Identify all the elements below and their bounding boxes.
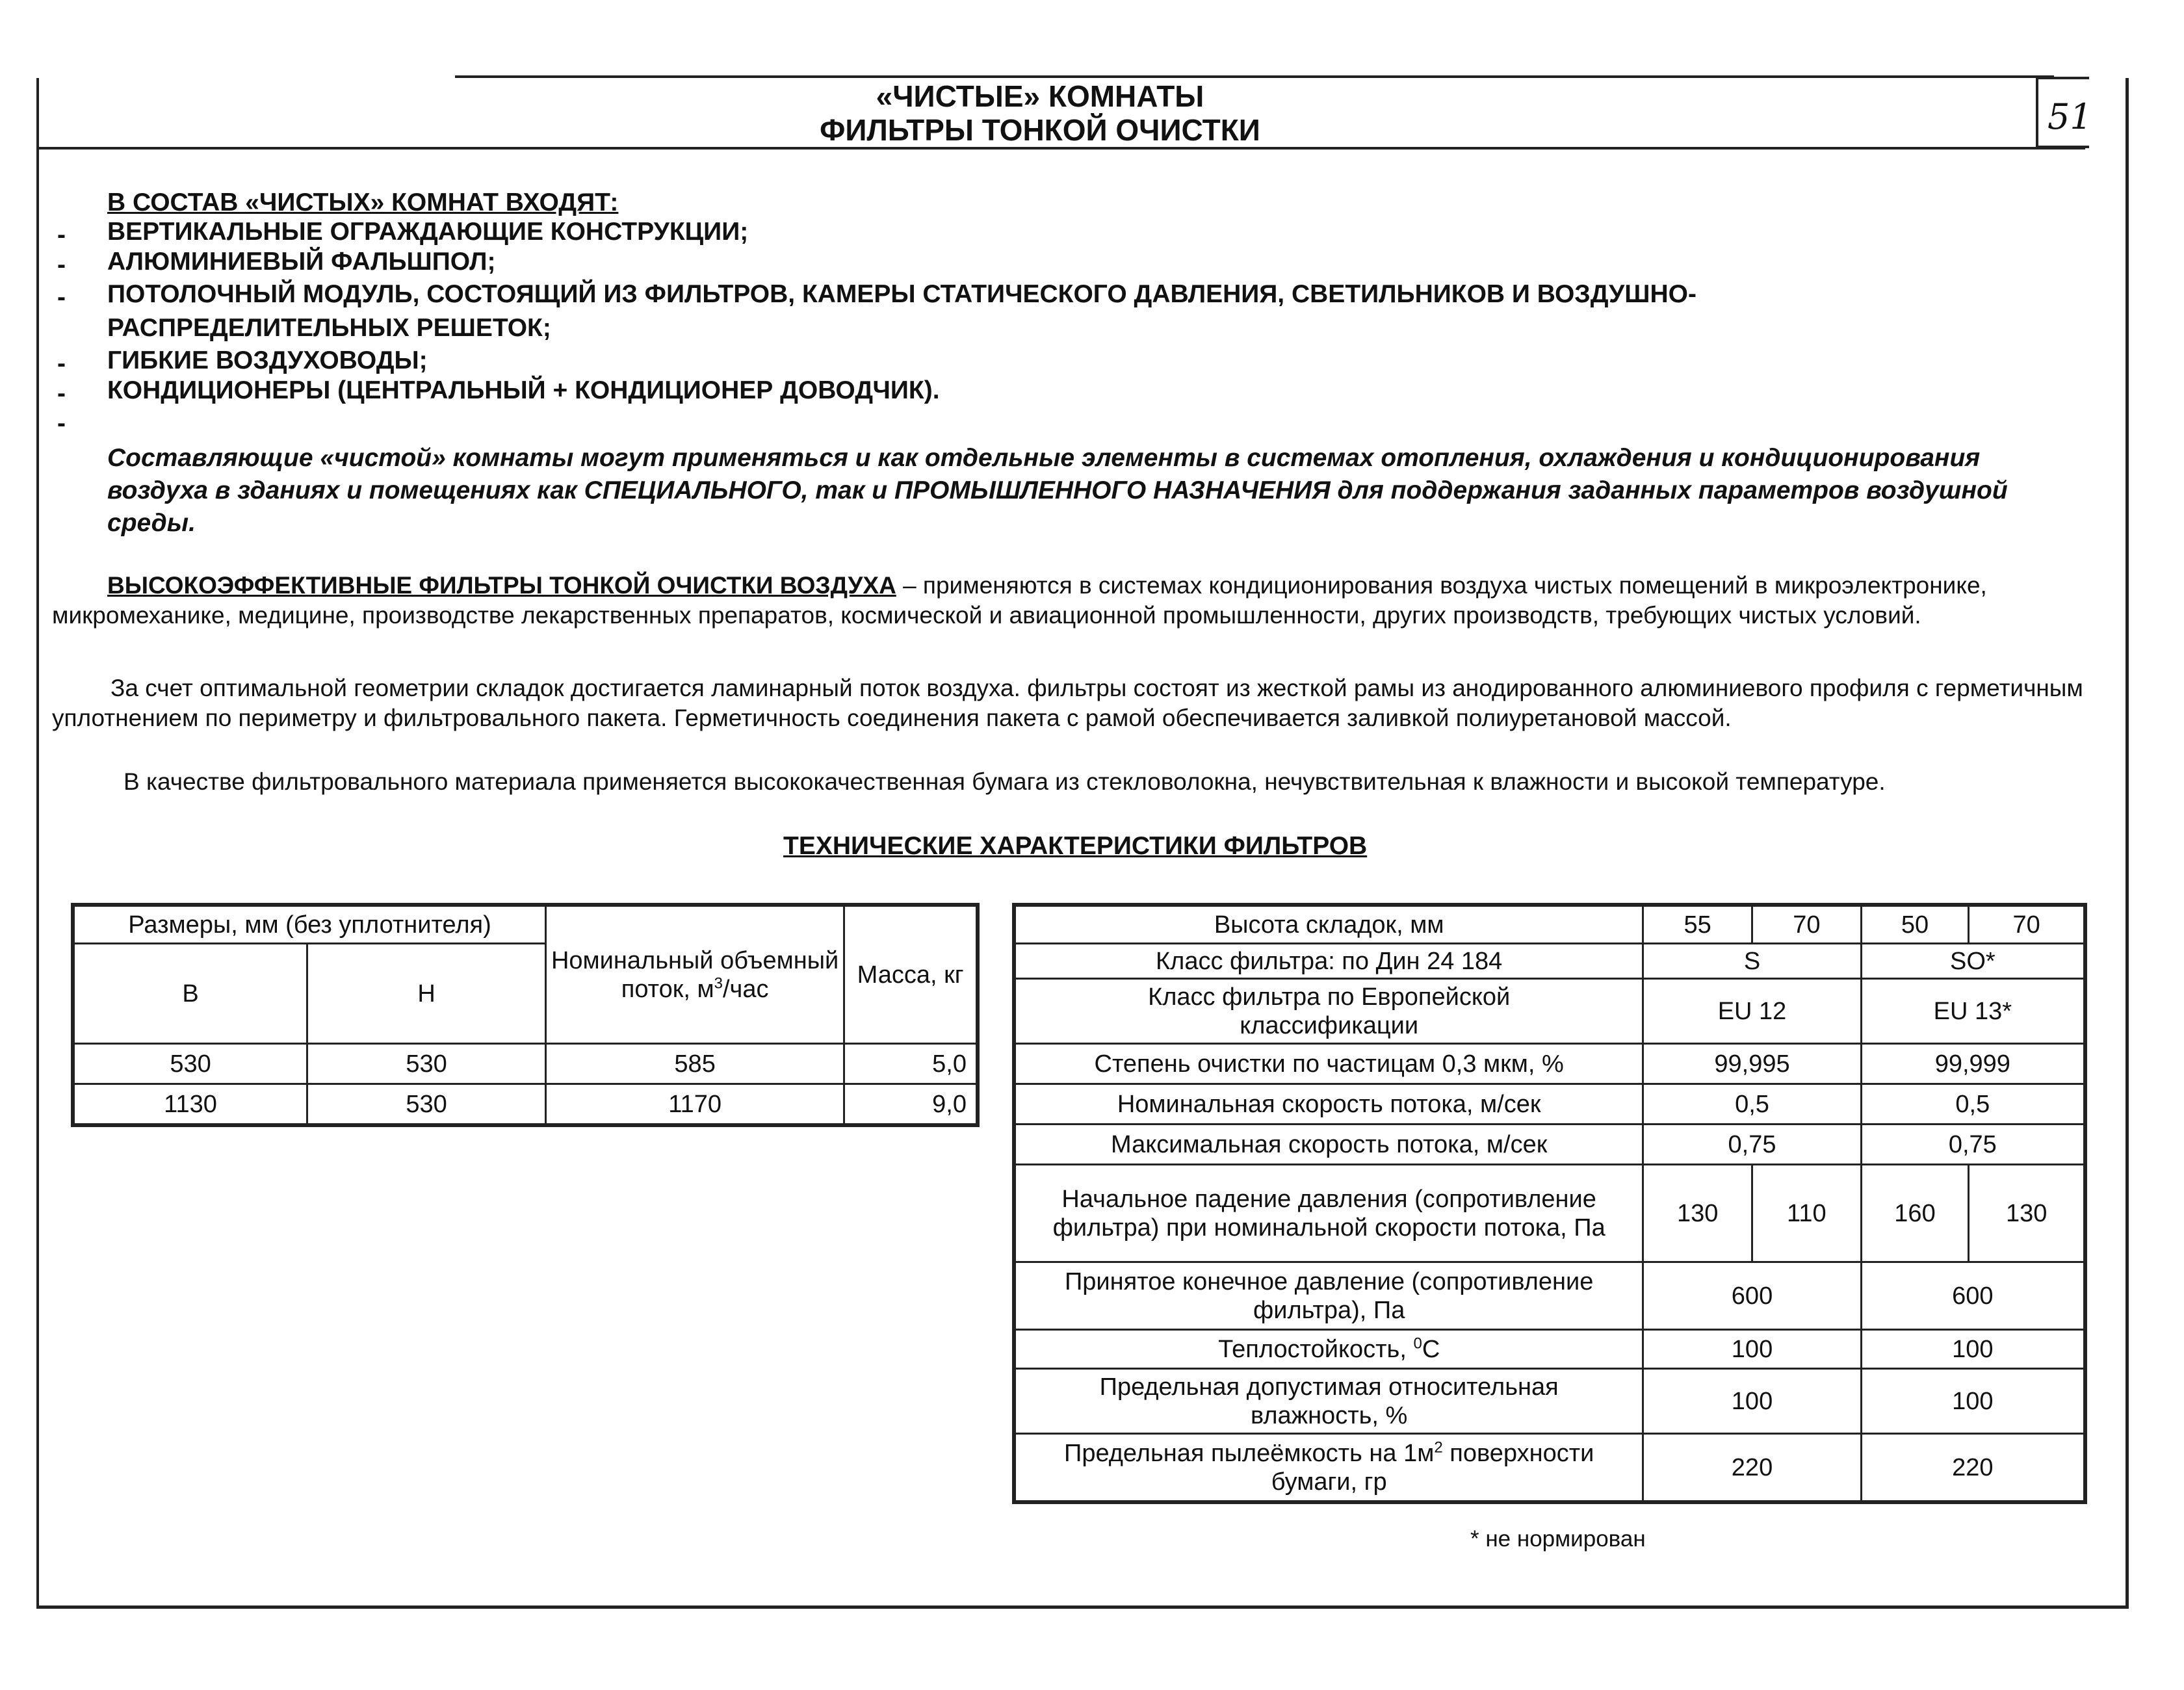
table-row	[1015, 1084, 2085, 1124]
cell: EU 13*	[1861, 979, 2084, 1044]
cell: EU 12	[1643, 979, 1861, 1044]
cell: 220	[1643, 1434, 1861, 1502]
cell: 0,5	[1643, 1084, 1861, 1124]
row-label: Степень очистки по частицам 0,3 мкм, %	[1015, 1044, 1643, 1084]
table-row	[1015, 1434, 2085, 1502]
cell: 99,995	[1643, 1044, 1861, 1084]
row-label: Максимальная скорость потока, м/сек	[1015, 1124, 1643, 1165]
cell: 100	[1861, 1369, 2084, 1434]
description-paragraph-1	[52, 571, 2086, 630]
page-title	[585, 79, 1495, 147]
description-paragraph-3: В качестве фильтровального материала применяется высококачественная бумага из стекловолокна, нечувствительная к влажности и высокой температуре.	[124, 768, 1886, 795]
cell: 0,5	[1861, 1084, 2084, 1124]
description-lead: ВЫСОКОЭФФЕКТИВНЫЕ ФИЛЬТРЫ ТОНКОЙ ОЧИСТКИ ВОЗДУХА	[107, 572, 896, 599]
list-item: ВЕРТИКАЛЬНЫЕ ОГРАЖДАЮЩИЕ КОНСТРУКЦИИ;	[107, 218, 749, 246]
filter-specs-table	[1014, 905, 2085, 1502]
cell: 600	[1643, 1262, 1861, 1330]
cell: 0,75	[1861, 1124, 2084, 1165]
row-label: Высота складок, мм	[1015, 906, 1643, 944]
row-label: Принятое конечное давление (сопротивление фильтра), Па	[1015, 1262, 1643, 1330]
list-dash: -	[57, 221, 66, 249]
description-paragraph-2: За счет оптимальной геометрии складок достигается ламинарный поток воздуха. фильтры состоят из жесткой рамы из анодированного алюминиевого профиля с герметичным уплотнением по периметру и фильтровального пакета. Герметичность соединения пакета с рамой обеспечивается заливкой полиуретановой массой.	[52, 675, 2083, 731]
table-row	[1015, 1124, 2085, 1165]
title-line-2: ФИЛЬТРЫ ТОНКОЙ ОЧИСТКИ	[820, 113, 1260, 147]
cell: 0,75	[1643, 1124, 1861, 1165]
title-line-1: «ЧИСТЫЕ» КОМНАТЫ	[876, 79, 1204, 113]
list-item: ГИБКИЕ ВОЗДУХОВОДЫ;	[107, 346, 428, 374]
cell: 530	[307, 1084, 546, 1124]
cell: 130	[1969, 1165, 2085, 1262]
col-b-header: В	[74, 944, 307, 1044]
cell: 70	[1752, 906, 1862, 944]
cell: 5,0	[844, 1044, 977, 1084]
list-item: АЛЮМИНИЕВЫЙ ФАЛЬШПОЛ;	[107, 248, 496, 276]
table-row	[1015, 1330, 2085, 1369]
cell: 130	[1643, 1165, 1752, 1262]
size-header: Размеры, мм (без уплотнителя)	[74, 906, 546, 944]
mass-header: Масса, кг	[844, 906, 977, 1044]
row-label: Предельная допустимая относительная влажность, %	[1015, 1369, 1643, 1434]
list-item-continuation: РАСПРЕДЕЛИТЕЛЬНЫХ РЕШЕТОК;	[107, 314, 551, 342]
cell: 160	[1861, 1165, 1969, 1262]
tech-specs-heading: ТЕХНИЧЕСКИЕ ХАРАКТЕРИСТИКИ ФИЛЬТРОВ	[783, 832, 1368, 860]
cell: 530	[307, 1044, 546, 1084]
note-paragraph: Составляющие «чистой» комнаты могут применяться и как отдельные элементы в системах отопления, охлаждения и кондиционирования воздуха в зданиях и помещениях как СПЕЦИАЛЬНОГО, так и ПРОМЫШЛЕННОГО НАЗНАЧЕНИЯ для поддержания заданных параметров воздушной среды.	[107, 444, 2008, 537]
cell: 585	[546, 1044, 844, 1084]
cell: 220	[1861, 1434, 2084, 1502]
table-row	[1015, 979, 2085, 1044]
flow-header: Номинальный объемный поток, $м^3$/час	[546, 906, 844, 1044]
table-row	[74, 1084, 977, 1124]
cell: 600	[1861, 1262, 2084, 1330]
list-item: КОНДИЦИОНЕРЫ (ЦЕНТРАЛЬНЫЙ + КОНДИЦИОНЕР ДОВОДЧИК).	[107, 376, 940, 404]
row-label: Номинальная скорость потока, м/сек	[1015, 1084, 1643, 1124]
table-row	[1015, 1165, 2085, 1262]
cell: 100	[1861, 1330, 2084, 1369]
list-dash: -	[57, 283, 66, 311]
cell: 100	[1643, 1330, 1861, 1369]
cell: 9,0	[844, 1084, 977, 1124]
description-text: – применяются в системах кондиционирования воздуха чистых помещений в микроэлектронике, микромеханике, медицине, производстве лекарственных препаратов, космической и авиационной промышленности, других производств, требующих чистых условий.	[52, 572, 1987, 629]
composition-heading: В СОСТАВ «ЧИСТЫХ» КОМНАТ ВХОДЯТ:	[107, 188, 619, 216]
list-dash: -	[57, 251, 66, 279]
table-row	[74, 1044, 977, 1084]
col-h-header: Н	[307, 944, 546, 1044]
row-label: Класс фильтра: по Дин 24 184	[1015, 944, 1643, 979]
cell: 50	[1861, 906, 1969, 944]
list-dash: -	[57, 410, 66, 437]
cell: 110	[1752, 1165, 1862, 1262]
table-row	[1015, 906, 2085, 944]
list-item: ПОТОЛОЧНЫЙ МОДУЛЬ, СОСТОЯЩИЙ ИЗ ФИЛЬТРОВ, КАМЕРЫ СТАТИЧЕСКОГО ДАВЛЕНИЯ, СВЕТИЛЬНИКОВ И ВОЗДУШНО-	[107, 280, 1696, 308]
cell: 100	[1643, 1369, 1861, 1434]
cell: 1130	[74, 1084, 307, 1124]
cell: 99,999	[1861, 1044, 2084, 1084]
list-dash: -	[57, 380, 66, 408]
cell: 70	[1969, 906, 2085, 944]
row-label: Предельная пылеёмкость на $1м^2$ поверхности бумаги, гр	[1015, 1434, 1643, 1502]
row-label: Класс фильтра по Европейской классификации	[1015, 979, 1643, 1044]
row-label: Теплостойкость, $^0$С	[1015, 1330, 1643, 1369]
page-number: 51	[2048, 96, 2092, 137]
header-rule	[36, 147, 2085, 150]
list-dash: -	[57, 350, 66, 378]
cell: 1170	[546, 1084, 844, 1124]
row-label: Начальное падение давления (сопротивление фильтра) при номинальной скорости потока, Па	[1015, 1165, 1643, 1262]
cell: 55	[1643, 906, 1752, 944]
table-row	[1015, 1262, 2085, 1330]
footnote: * не нормирован	[1470, 1526, 1646, 1552]
table-row	[1015, 1369, 2085, 1434]
cell: S	[1643, 944, 1861, 979]
cell: 530	[74, 1044, 307, 1084]
dimensions-table	[73, 905, 978, 1125]
table-row	[1015, 944, 2085, 979]
cell: SO*	[1861, 944, 2084, 979]
table-row	[1015, 1044, 2085, 1084]
